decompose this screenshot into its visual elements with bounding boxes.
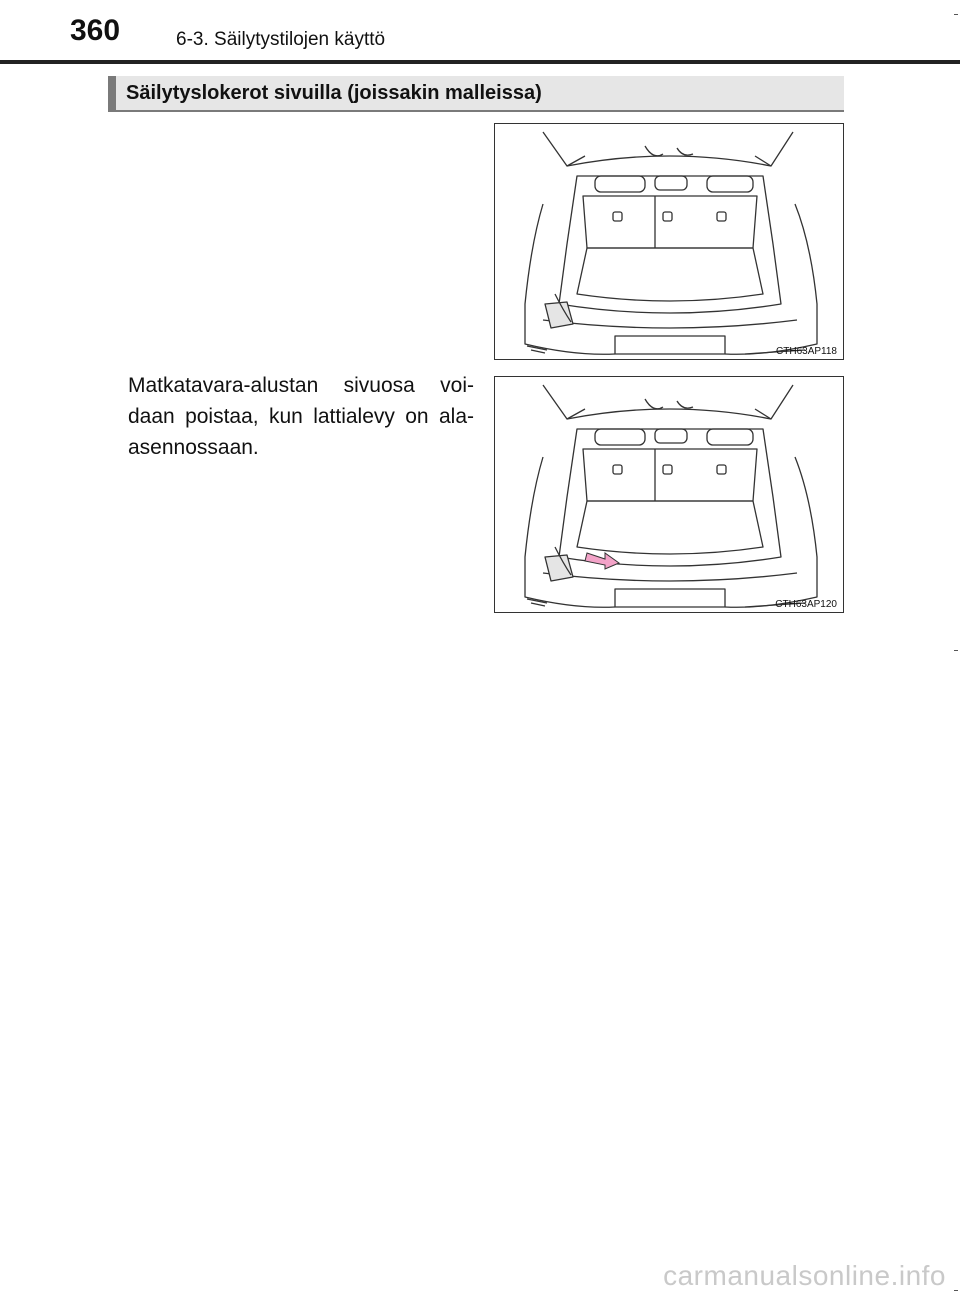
car-trunk-illustration bbox=[495, 124, 845, 361]
section-title: Säilytyslokerot sivuilla (joissakin malleissa) bbox=[126, 82, 542, 104]
instruction-text: Matkatavara-alustan sivuosa voi-daan poistaa, kun lattialevy on ala-asennossaan. bbox=[128, 374, 474, 459]
header-rule bbox=[0, 60, 960, 64]
figure-side-tray-removal bbox=[494, 376, 844, 613]
section-banner bbox=[108, 76, 844, 112]
figure-code: CTH63AP118 bbox=[776, 346, 837, 357]
crop-mark bbox=[954, 1290, 958, 1291]
crop-mark bbox=[954, 14, 958, 15]
page-number: 360 bbox=[70, 14, 121, 47]
watermark: carmanualsonline.info bbox=[663, 1260, 946, 1291]
banner-bar bbox=[108, 76, 116, 110]
chapter-title: 6-3. Säilytystilojen käyttö bbox=[176, 29, 386, 50]
crop-mark bbox=[954, 650, 958, 651]
figure-code: CTH63AP120 bbox=[775, 599, 837, 610]
car-trunk-illustration-arrow bbox=[495, 377, 845, 614]
figure-luggage-compartment bbox=[494, 123, 844, 360]
removal-arrow bbox=[585, 553, 619, 569]
